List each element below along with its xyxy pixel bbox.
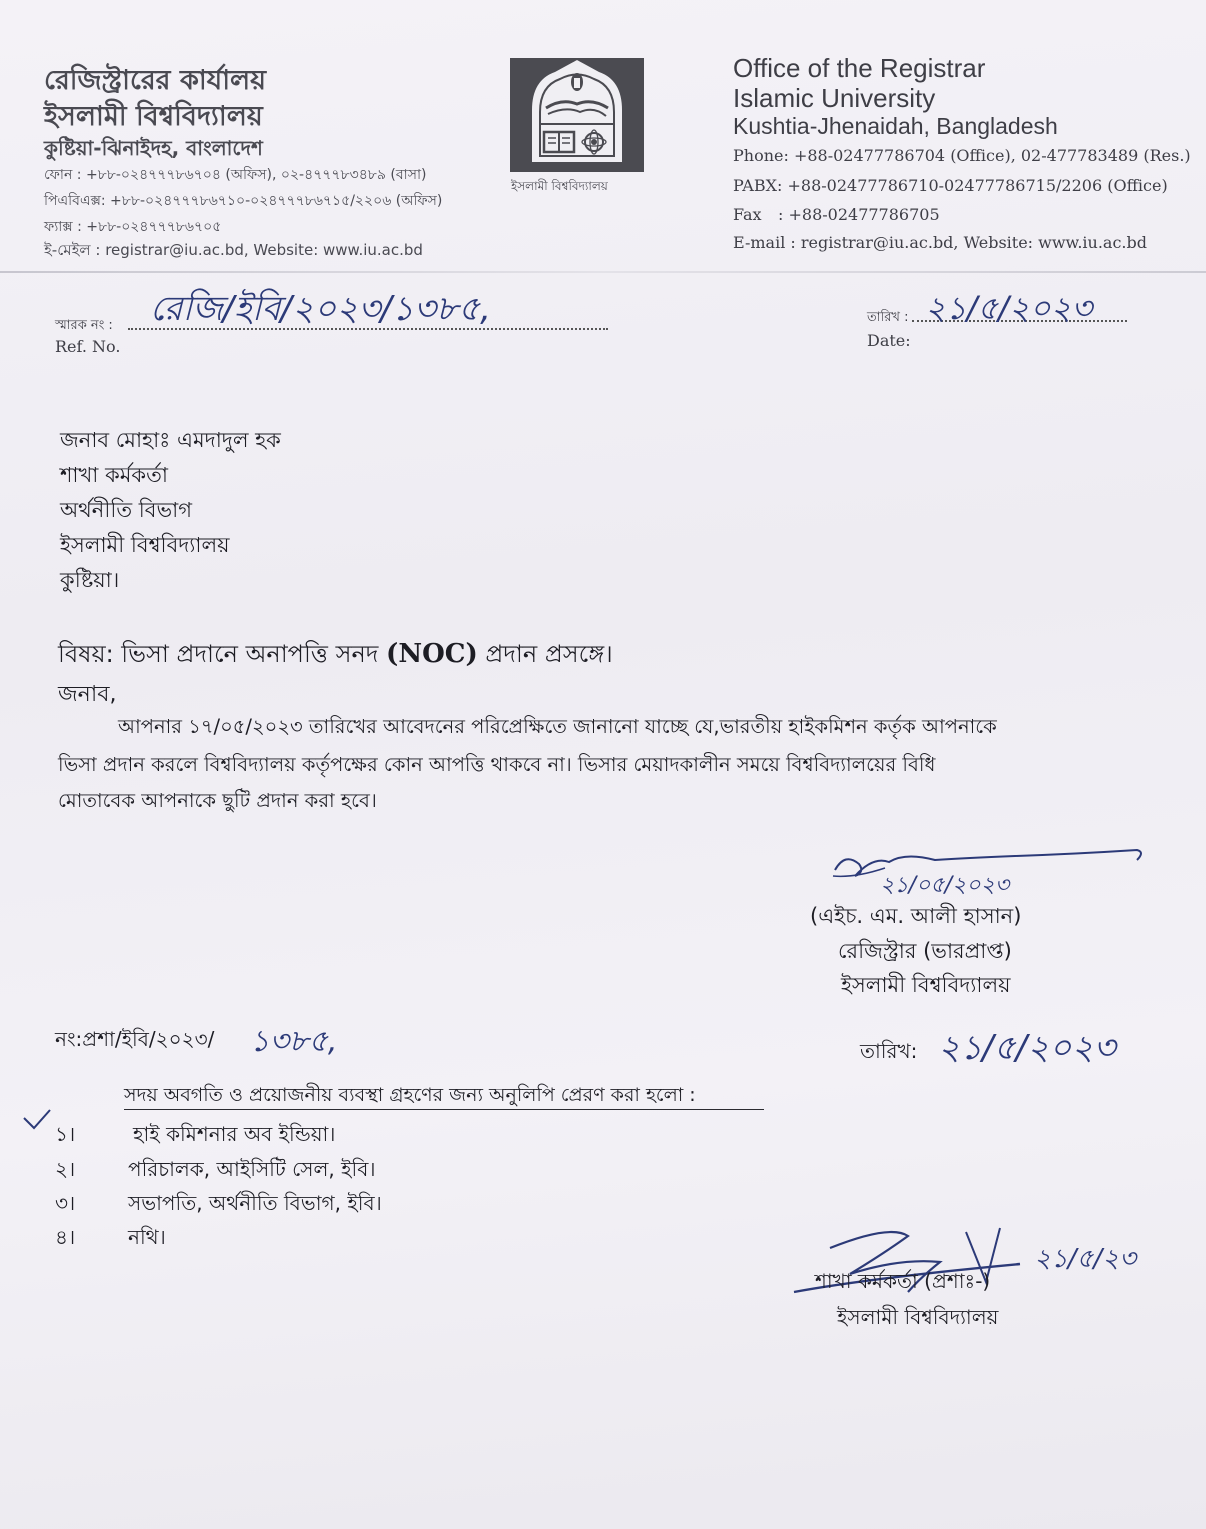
check-mark-icon — [22, 1108, 52, 1132]
date-label-bn: তারিখ : — [867, 310, 909, 325]
letterhead-en-fax-label: Fax — [733, 205, 762, 224]
signatory-name: (এইচ. এম. আলী হাসান) — [810, 904, 1022, 928]
copy-item-text: নথি। — [128, 1225, 166, 1249]
section-officer-org: ইসলামী বিশ্ববিদ্যালয় — [837, 1305, 999, 1329]
date-value-handwritten: ২১/৫/২০২৩ — [925, 289, 1093, 327]
letterhead-bn-location: কুষ্টিয়া-ঝিনাইদহ, বাংলাদেশ — [44, 136, 263, 160]
memo-date-label: তারিখ: — [860, 1039, 918, 1063]
fold-line — [0, 271, 1206, 273]
ref-label-en: Ref. No. — [55, 337, 121, 356]
body-line: আপনার ১৭/০৫/২০২৩ তারিখের আবেদনের পরিপ্রেক্ষিতে জানানো যাচ্ছে যে,ভারতীয় হাইকমিশন কর্তৃক আপনাকে — [118, 715, 997, 738]
copy-item-number: ২। — [55, 1157, 76, 1181]
body-line: ভিসা প্রদান করলে বিশ্ববিদ্যালয় কর্তৃপক্ষের কোন আপত্তি থাকবে না। ভিসার মেয়াদকালীন সময়ে বিশ্ববিদ্যালয়ের বিধি — [58, 753, 936, 776]
section-officer-sign-date: ২১/৫/২৩ — [1034, 1244, 1136, 1274]
subject-noc: (NOC) — [386, 639, 478, 669]
subject-prefix: বিষয়: ভিসা প্রদানে অনাপত্তি সনদ — [58, 640, 387, 668]
letterhead-bn-fax: ফ্যাক্স : +৮৮-০২৪৭৭৭৮৬৭০৫ — [44, 219, 222, 235]
copy-heading: সদয় অবগতি ও প্রয়োজনীয় ব্যবস্থা গ্রহণের জন্য অনুলিপি প্রেরণ করা হলো : — [124, 1084, 696, 1106]
recipient-line: ইসলামী বিশ্ববিদ্যালয় — [60, 533, 230, 557]
recipient-line: জনাব মোহাঃ এমদাদুল হক — [60, 428, 281, 452]
ref-value-handwritten: রেজি/ইবি/২০২৩/১৩৮৫, — [150, 289, 491, 329]
subject-line — [58, 636, 613, 676]
registrar-sign-date: ২১/০৫/২০২৩ — [880, 873, 1010, 898]
recipient-line: অর্থনীতি বিভাগ — [60, 498, 192, 522]
signatory-title: রেজিস্ট্রার (ভারপ্রাপ্ত) — [838, 939, 1012, 963]
letterhead-en-location: Kushtia-Jhenaidah, Bangladesh — [733, 113, 1058, 139]
copy-item-text: পরিচালক, আইসিটি সেল, ইবি। — [128, 1157, 376, 1181]
letterhead-en-office: Office of the Registrar — [733, 53, 986, 83]
salutation: জনাব, — [58, 682, 117, 707]
copy-item-number: ১। — [55, 1122, 76, 1146]
copy-item-number: ৩। — [55, 1191, 76, 1215]
letterhead-bn-phone: ফোন : +৮৮-০২৪৭৭৭৮৬৭০৪ (অফিস), ০২-৪৭৭৭৮৩৪৮৯ (বাসা) — [44, 167, 427, 183]
recipient-line: কুষ্টিয়া। — [60, 568, 120, 592]
copy-item-text: সভাপতি, অর্থনীতি বিভাগ, ইবি। — [128, 1191, 382, 1215]
recipient-line: শাখা কর্মকর্তা — [60, 463, 168, 487]
university-logo — [510, 58, 644, 172]
tick-mark — [22, 1108, 52, 1132]
letterhead-bn-university: ইসলামী বিশ্ববিদ্যালয় — [44, 101, 263, 132]
copy-item-number: ৪। — [55, 1225, 76, 1249]
memo-number-prefix: নং:প্রশা/ইবি/২০২৩/ — [55, 1027, 215, 1051]
logo-caption: ইসলামী বিশ্ববিদ্যালয় — [511, 179, 608, 193]
letterhead-bn-office: রেজিস্ট্রারের কার্যালয় — [44, 65, 267, 96]
memo-date-handwritten: ২১/৫/২০২৩ — [938, 1028, 1116, 1068]
letterhead-en-pabx: PABX: +88-02477786710-02477786715/2206 (Office) — [733, 176, 1168, 195]
copy-heading-underline — [124, 1109, 764, 1110]
subject-suffix: প্রদান প্রসঙ্গে। — [477, 640, 613, 668]
letterhead-en-fax: : +88-02477786705 — [778, 205, 940, 224]
copy-item-text: হাই কমিশনার অব ইন্ডিয়া। — [133, 1122, 336, 1146]
body-line: মোতাবেক আপনাকে ছুটি প্রদান করা হবে। — [58, 789, 377, 812]
section-officer-title: শাখা কর্মকর্তা (প্রশাঃ-) — [815, 1269, 991, 1293]
ref-label-bn: স্মারক নং : — [55, 318, 113, 333]
letterhead-en-email: E-mail : registrar@iu.ac.bd, Website: www.iu.ac.bd — [733, 233, 1147, 252]
letterhead-en-phone: Phone: +88-02477786704 (Office), 02-477783489 (Res.) — [733, 146, 1191, 165]
letterhead-en-university: Islamic University — [733, 83, 936, 113]
date-label-en: Date: — [867, 331, 911, 350]
letterhead-bn-pabx: পিএবিএক্স: +৮৮-০২৪৭৭৭৮৬৭১০-০২৪৭৭৭৮৬৭১৫/২২০৬ (অফিস) — [44, 193, 443, 209]
university-seal-icon — [510, 58, 644, 172]
signatory-org: ইসলামী বিশ্ববিদ্যালয় — [841, 973, 1011, 997]
letterhead-bn-email: ই-মেইল : registrar@iu.ac.bd, Website: www.iu.ac.bd — [44, 241, 423, 259]
memo-number-handwritten: ১৩৮৫, — [250, 1024, 338, 1059]
